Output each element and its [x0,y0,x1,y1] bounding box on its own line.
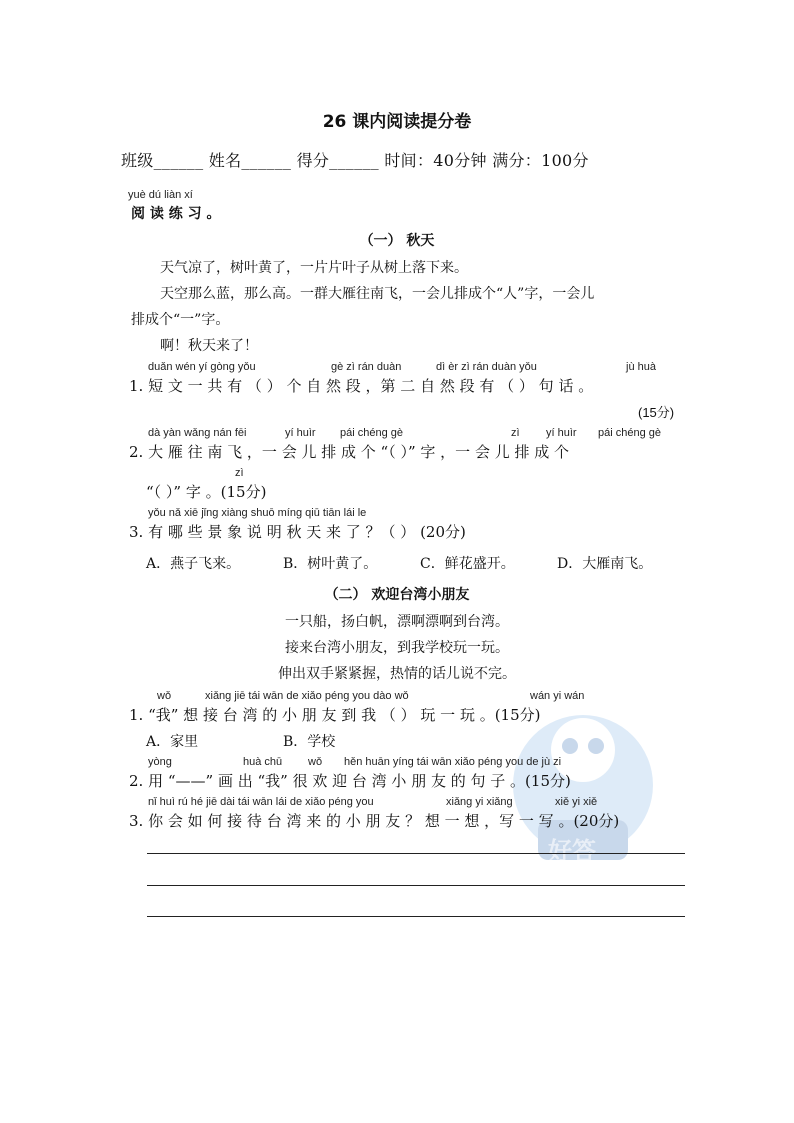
s2-question-1: 1. “我” 想 接 台 湾 的 小 朋 友 到 我 （ ） 玩 一 玩 。(15分) [129,706,541,724]
s2-q2-pinyin: yòng [148,756,172,768]
answer-line[interactable] [147,916,685,917]
q2-pinyin: pái chéng gè [598,427,661,439]
s2-q1-pinyin: xiǎng jiē tái wān de xiǎo péng you dào wǒ [205,690,409,702]
section1-paragraph: 啊！秋天来了！ [160,338,258,354]
section1-paragraph: 天空那么蓝，那么高。一群大雁往南飞，一会儿排成个“人”字，一会儿 [160,286,595,302]
s2-question-3: 3. 你 会 如 何 接 待 台 湾 来 的 小 朋 友 ？ 想 一 想 ，写 一 写 。(20分) [129,812,620,830]
s2-q3-pinyin: nǐ huì rú hé jiē dài tái wān lái de xiǎo péng you [148,796,374,808]
s2-q2-pinyin: hěn huān yíng tái wān xiǎo péng you de jù zi [344,756,562,768]
s2-q2-pinyin: huà chū [243,756,283,768]
q2-pinyin: pái chéng gè [340,427,403,439]
q2-pinyin: zì [235,467,244,479]
s1-question-1: 1. 短 文 一 共 有 （ ） 个 自 然 段 ，第 二 自 然 段 有 （ ） 句 话 。 [129,377,594,395]
s2-q1-option-b[interactable]: B．学校 [283,734,336,750]
q2-pinyin: yí huìr [546,427,577,439]
q2-pinyin: yí huìr [285,427,316,439]
s2-q1-pinyin: wǒ [157,690,172,702]
s1-q1-score: (15分) [638,405,675,420]
page-title: 26 课内阅读提分卷 [322,112,472,132]
s1-q3-option-c[interactable]: C．鲜花盛开。 [420,556,515,572]
s2-question-2: 2. 用 “——” 画 出 “我” 很 欢 迎 台 湾 小 朋 友 的 句 子 。(15分) [129,772,571,790]
s2-q1-option-a[interactable]: A．家里 [146,734,199,750]
poem-line: 一只船，扬白帆，漂啊漂啊到台湾。 [285,614,509,630]
q2-pinyin: dà yàn wǎng nán fēi [148,427,247,439]
s1-q3-option-a[interactable]: A．燕子飞来。 [146,556,241,572]
intro-pinyin: yuè dú liàn xí [128,189,193,201]
s1-q3-option-b[interactable]: B．树叶黄了。 [283,556,378,572]
s1-q3-option-d[interactable]: D．大雁南飞。 [557,556,653,572]
s2-q2-pinyin: wǒ [308,756,323,768]
section1-paragraph: 天气凉了，树叶黄了，一片片叶子从树上落下来。 [160,260,468,276]
q1-pinyin: jù huà [626,361,656,373]
section1-heading: （一） 秋天 [359,233,435,249]
q1-pinyin: duǎn wén yí gòng yǒu [148,361,256,373]
s1-question-2: 2. 大 雁 往 南 飞 ，一 会 儿 排 成 个 “（ ）” 字 ，一 会 儿 排 成 个 [129,443,570,461]
answer-line[interactable] [147,885,685,886]
watermark-text: 好答 [548,837,596,865]
s2-q1-pinyin: wán yi wán [530,690,585,702]
section1-paragraph: 排成个“一”字。 [131,312,230,328]
poem-line: 接来台湾小朋友，到我学校玩一玩。 [285,640,509,656]
section2-heading: （二） 欢迎台湾小朋友 [324,587,470,603]
poem-line: 伸出双手紧紧握，热情的话儿说不完。 [278,666,516,682]
q1-pinyin: dì èr zì rán duàn yǒu [436,361,537,373]
q1-pinyin: gè zì rán duàn [331,361,402,373]
exam-info-line: 班级______ 姓名______ 得分______ 时间：40分钟 满分：100分 [121,151,589,170]
answer-line[interactable] [147,853,685,854]
q3-pinyin: yǒu nǎ xiē jǐng xiàng shuō míng qiū tiān lái le [148,507,367,519]
s1-question-2-cont: “（ ）” 字 。(15分) [146,483,267,501]
s2-q3-pinyin: xiǎng yi xiǎng [446,796,513,808]
intro-instruction: 阅 读 练 习 。 [131,206,221,222]
q2-pinyin: zì [511,427,520,439]
s2-q3-pinyin: xiě yi xiě [555,796,598,808]
s1-question-3: 3. 有 哪 些 景 象 说 明 秋 天 来 了 ？（ ） (20分) [129,523,466,541]
